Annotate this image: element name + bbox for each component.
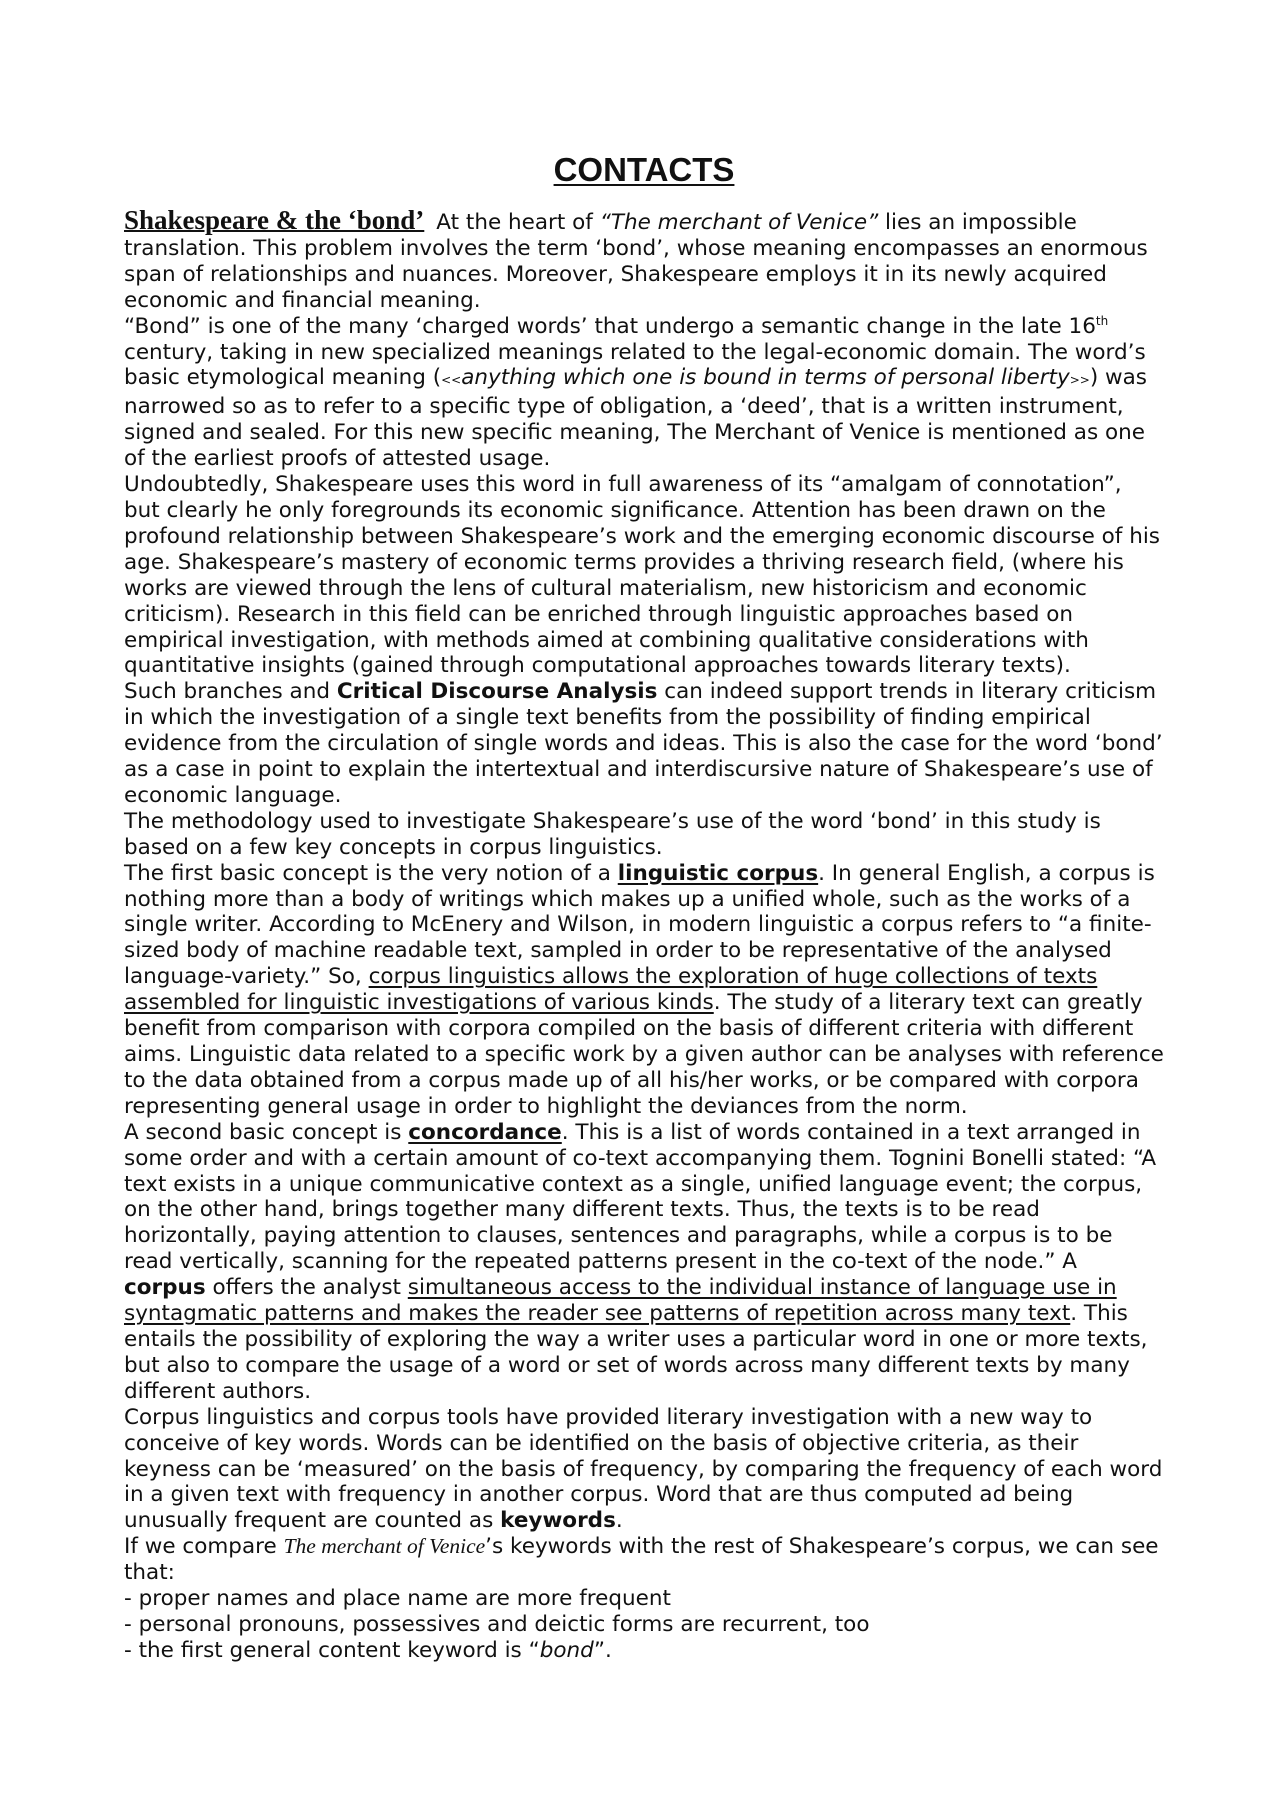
document-page: [124, 150, 1164, 1664]
corpus-linguistics-underline: corpus linguistics allows the exploration of huge collections of texts assembled for linguistic investigations of various kinds: [124, 964, 1098, 1016]
paragraph-keywords: Corpus linguistics and corpus tools have provided literary investigation with a new way to conceive of key words. Words can be identified on the basis of objective criteria, as their keyness can be ‘measured’ on the basis of frequency, by comparing the frequency of each word in a given text with frequency in another corpus. Word that are thus computed ad being unusually frequent are counted as keywords.: [124, 1404, 1163, 1534]
paragraph-intro: Shakespeare & the ‘bond’ At the heart of “The merchant of Venice” lies an impossible translation. This problem involves the term ‘bond’, whose meaning encompasses an enormous span of relationships and nuances. Moreover, Shakespeare employs it in its newly acquired economic and financial meaning.: [124, 205, 1148, 313]
concordance-term: concordance: [408, 1119, 562, 1145]
play-title: “The merchant of Venice”: [599, 210, 879, 235]
bond-keyword: bond: [539, 1637, 594, 1663]
list-item: - proper names and place name are more frequent: [124, 1586, 671, 1612]
keywords-term: keywords: [500, 1508, 616, 1534]
cda-term: Critical Discourse Analysis: [336, 679, 658, 705]
paragraph-cda: Such branches and Critical Discourse Analysis can indeed support trends in literary criticism in which the investigation of a single text benefits from the possibility of finding empirical evidence from the circulation of single words and ideas. This is also the case for the word ‘bond’ as a case in point to explain the intertextual and interdiscursive nature of Shakespeare’s use of economic language.: [124, 679, 1163, 808]
paragraph-concordance: A second basic concept is concordance. This is a list of words contained in a text arranged in some order and with a certain amount of co-text accompanying them. Tognini Bonelli stated: “A text exists in a unique communicative context as a single, unified language event; the corpus, on the other hand, brings together many different texts. Thus, the texts is to be read horizontally, paying attention to clauses, sentences and paragraphs, while a corpus is to be read vertically, scanning for the repeated patterns present in the co-text of the node.” A corpus offers the analyst simultaneous access to the individual instance of language use in syntagmatic patterns and makes the reader see patterns of repetition across many text. This entails the possibility of exploring the way a writer uses a particular word in one or more texts, but also to compare the usage of a word or set of words across many different texts by many different authors.: [124, 1119, 1157, 1404]
play-title-inline: The merchant of Venice: [283, 1534, 486, 1559]
list-item: - personal pronouns, possessives and deictic forms are recurrent, too: [124, 1611, 870, 1637]
paragraph-comparison: If we compare The merchant of Venice’s keywords with the rest of Shakespeare’s corpus, we can see that:: [124, 1534, 1159, 1586]
page-title: CONTACTS: [553, 151, 735, 188]
corpus-term: corpus: [124, 1275, 206, 1301]
lead-heading: Shakespeare & the ‘bond’: [124, 205, 425, 235]
paragraph-bond-semantics: “Bond” is one of the many ‘charged words’ that undergo a semantic change in the late 16th century, taking in new specialized meanings related to the legal-economic domain. The word’s basic etymological meaning (<<anything which one is bound in terms of personal liberty>>) was narrowed so as to refer to a specific type of obligation, a ‘deed’, that is a written instrument, signed and sealed. For this new specific meaning, The Merchant of Venice is mentioned as one of the earliest proofs of attested usage.: [124, 313, 1148, 472]
list-item: - the first general content keyword is “bond”.: [124, 1637, 612, 1663]
paragraph-economic-significance: Undoubtedly, Shakespeare uses this word in full awareness of its “amalgam of connotation”, but clearly he only foregrounds its economic significance. Attention has been drawn on the profound relationship between Shakespeare’s work and the emerging economic discourse of his age. Shakespeare’s mastery of economic terms provides a thriving research field, (where his works are viewed through the lens of cultural materialism, new historicism and economic criticism). Research in this field can be enriched through linguistic approaches based on empirical investigation, with methods aimed at combining qualitative considerations with quantitative insights (gained through computational approaches towards literary texts).: [124, 472, 1161, 679]
paragraph-methodology: The methodology used to investigate Shakespeare’s use of the word ‘bond’ in this study is based on a few key concepts in corpus linguistics.: [124, 808, 1101, 860]
simultaneous-access-underline: simultaneous access to the individual instance of language use in syntagmatic patterns and makes the reader see patterns of repetition across many text: [124, 1275, 1117, 1327]
paragraph-linguistic-corpus: The first basic concept is the very notion of a linguistic corpus. In general English, a corpus is nothing more than a body of writings which makes up a unified whole, such as the works of a single writer. According to McEnery and Wilson, in modern linguistic a corpus refers to “a finite-sized body of machine readable text, sampled in order to be representative of the analysed language-variety.” So, corpus linguistics allows the exploration of huge collections of texts assembled for linguistic investigations of various kinds. The study of a literary text can greatly benefit from comparison with corpora compiled on the basis of different criteria with different aims. Linguistic data related to a specific work by a given author can be analyses with reference to the data obtained from a corpus made up of all his/her works, or be compared with corpora representing general usage in order to highlight the deviances from the norm.: [124, 860, 1164, 1119]
etymology-quote: anything which one is bound in terms of personal liberty: [461, 365, 1070, 391]
linguistic-corpus-term: linguistic corpus: [617, 860, 819, 886]
